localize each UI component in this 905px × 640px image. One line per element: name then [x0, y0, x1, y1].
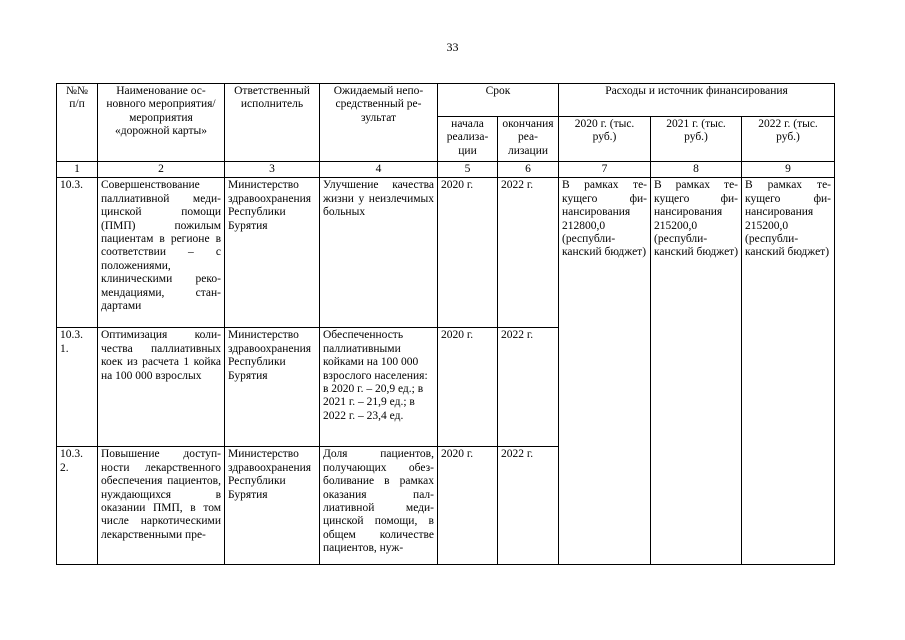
- header-term-end: окончания реализации: [498, 117, 559, 162]
- header-year-2021: 2021 г. (тыс. руб.): [651, 117, 742, 162]
- header-executor: Ответственный исполнитель: [225, 84, 320, 162]
- row-result: Обеспеченность паллиативными койками на 100 000 взрослого населения: в 2020 г. – 20,9 ед.; в 2021 г. – 21,9 ед.; в 2022 г. – 23,4 ед.: [320, 328, 438, 447]
- header-year-2022: 2022 г. (тыс. руб.): [742, 117, 835, 162]
- column-index-row: [57, 162, 835, 178]
- column-index: 4: [320, 162, 438, 178]
- row-end: 2022 г.: [498, 178, 559, 328]
- row-executor: Министерство здравоохранения Республики Бурятия: [225, 328, 320, 447]
- row-number: 10.3. 1.: [57, 328, 98, 447]
- row-start: 2020 г.: [438, 328, 498, 447]
- column-index: 1: [57, 162, 98, 178]
- column-index: 6: [498, 162, 559, 178]
- row-measure-name: Оптимизация количества паллиативных коек из расчета 1 койка на 100 000 взрослых: [98, 328, 225, 447]
- column-index: 3: [225, 162, 320, 178]
- table-row: [57, 178, 835, 328]
- column-index: 5: [438, 162, 498, 178]
- finance-2021: В рамках текущего финансирования 215200,0 (республиканский бюджет): [651, 178, 742, 565]
- header-finance: Расходы и источник финансирования: [559, 84, 835, 117]
- roadmap-table: [56, 83, 835, 565]
- header-term-start: начала реализации: [438, 117, 498, 162]
- row-measure-name: Повышение доступности лекарственного обеспечения пациентов, нуждающихся в оказании ПМП, в том числе наркотическими лекарственными пре-: [98, 447, 225, 565]
- row-result: Доля пациентов, получающих обезболивание в рамках оказания паллиативной медицинской помощи, в общем количестве пациентов, нуж-: [320, 447, 438, 565]
- header-row: [57, 84, 835, 117]
- header-num: №№ п/п: [57, 84, 98, 162]
- page-number: 33: [446, 40, 459, 54]
- column-index: 2: [98, 162, 225, 178]
- finance-2020: В рамках текущего финансирования 212800,0 (республиканский бюджет): [559, 178, 651, 565]
- row-start: 2020 г.: [438, 178, 498, 328]
- row-end: 2022 г.: [498, 328, 559, 447]
- row-number: 10.3.: [57, 178, 98, 328]
- header-name: Наименование основного мероприятия/мероприятия «дорожной карты»: [98, 84, 225, 162]
- row-executor: Министерство здравоохранения Республики Бурятия: [225, 178, 320, 328]
- finance-2022: В рамках текущего финансирования 215200,0 (республиканский бюджет): [742, 178, 835, 565]
- column-index: 8: [651, 162, 742, 178]
- header-year-2020: 2020 г. (тыс. руб.): [559, 117, 651, 162]
- column-index: 7: [559, 162, 651, 178]
- row-end: 2022 г.: [498, 447, 559, 565]
- row-number: 10.3. 2.: [57, 447, 98, 565]
- column-index: 9: [742, 162, 835, 178]
- row-executor: Министерство здравоохранения Республики Бурятия: [225, 447, 320, 565]
- row-result: Улучшение качества жизни у неизлечимых больных: [320, 178, 438, 328]
- row-measure-name: Совершенствование паллиативной медицинской помощи (ПМП) пожилым пациентам в регионе в соответствии – с положениями, клиническими рекомендациями, стандартами: [98, 178, 225, 328]
- row-start: 2020 г.: [438, 447, 498, 565]
- header-term: Срок: [438, 84, 559, 117]
- header-result: Ожидаемый непосредственный результат: [320, 84, 438, 162]
